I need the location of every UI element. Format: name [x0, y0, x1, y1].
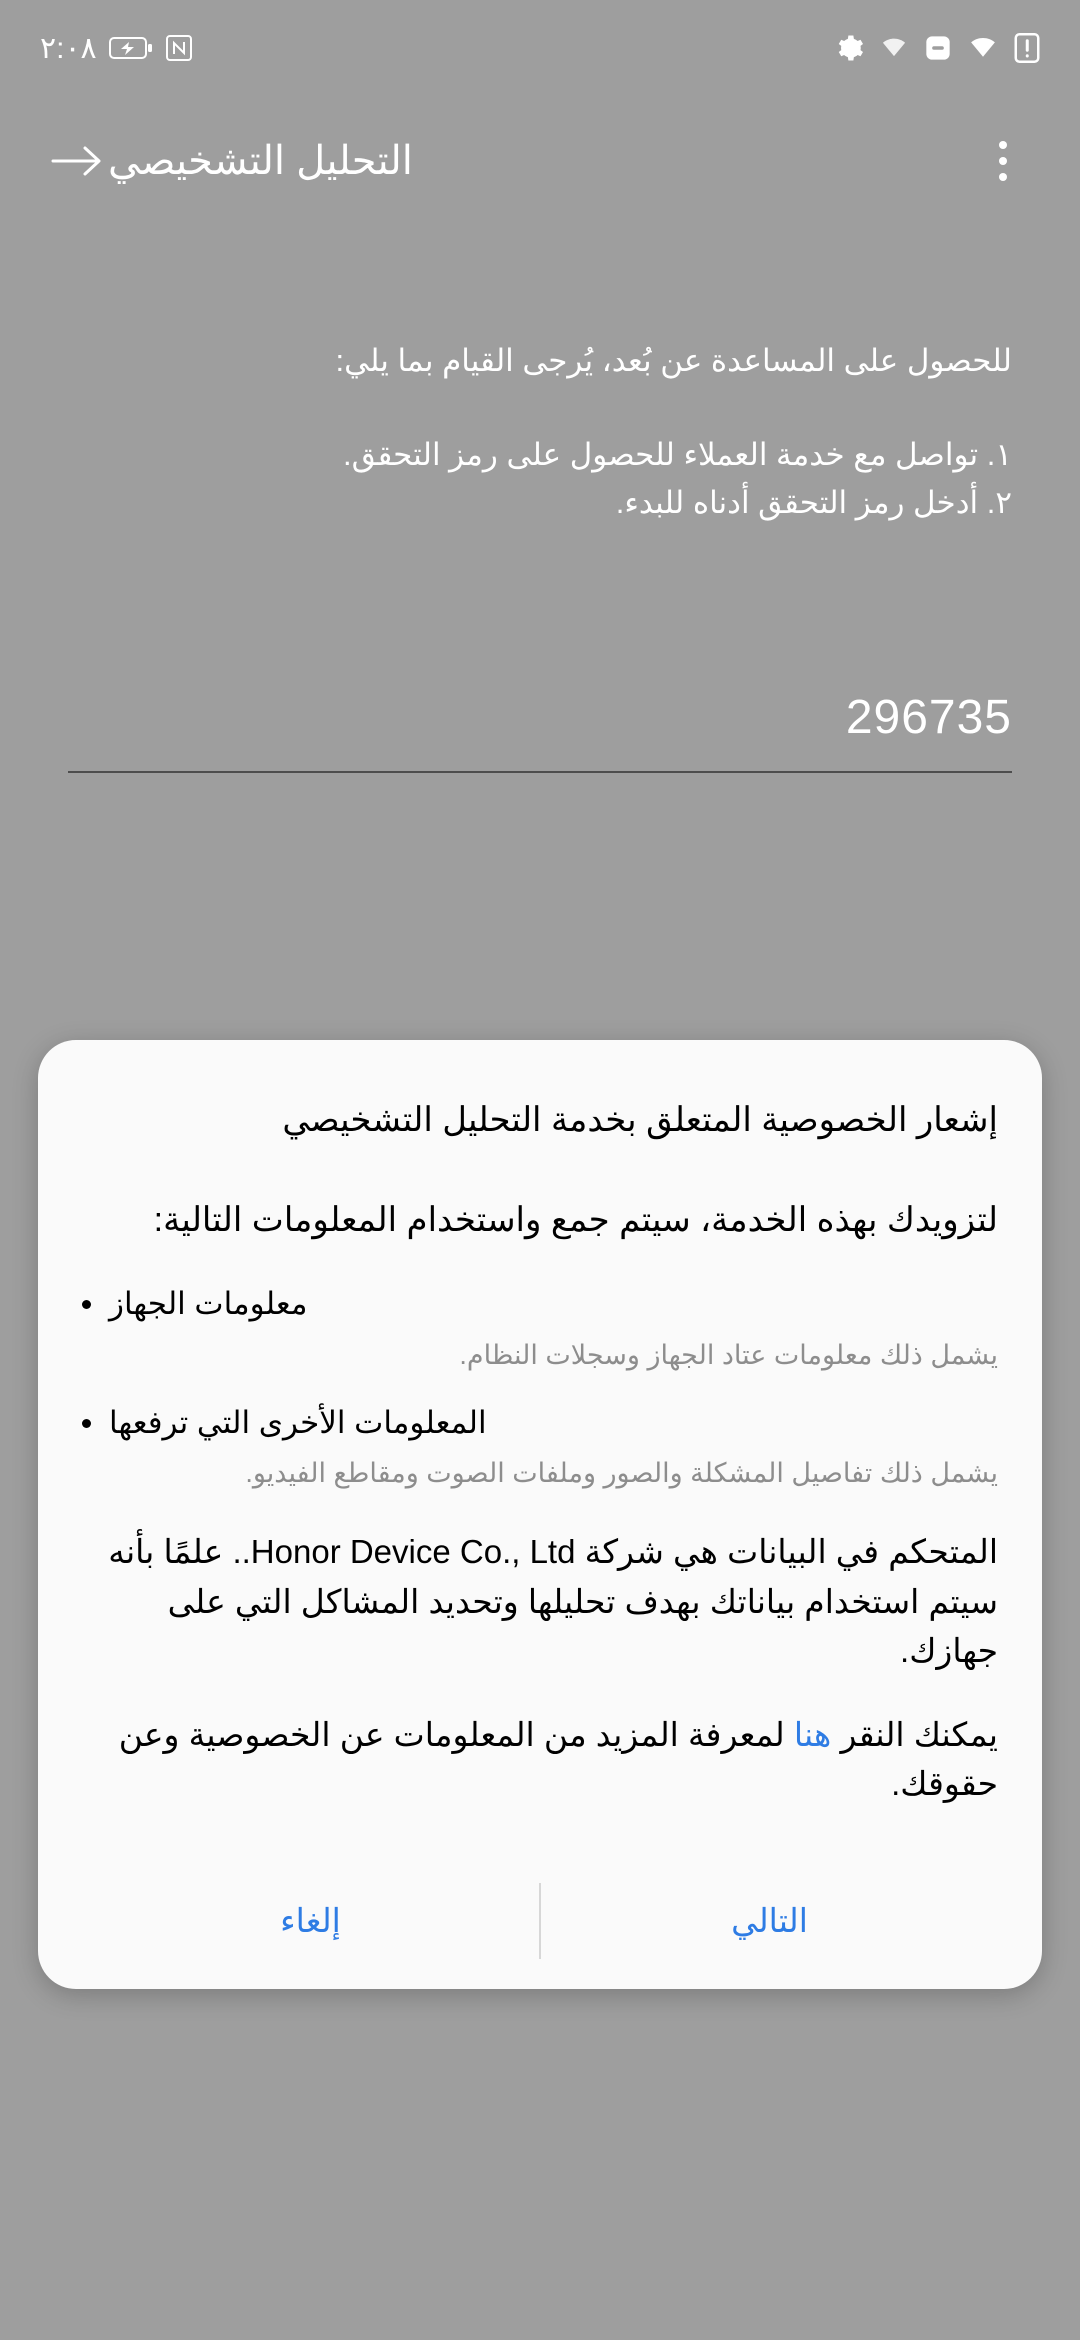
more-info-suffix: لمعرفة المزيد من المعلومات عن الخصوصية وعن حقوقك.: [118, 1715, 998, 1803]
bullet-sub-text: يشمل ذلك معلومات عتاد الجهاز وسجلات النظام.: [459, 1339, 998, 1370]
verification-code-field[interactable]: [68, 690, 1012, 773]
data-controller-text: المتحكم في البيانات هي شركة Honor Device Co., Ltd.. علمًا بأنه سيتم استخدام بياناتك بهدف تحليلها وتحديد المشاكل التي على جهازك.: [108, 1533, 998, 1670]
instruction-step-1: ١. تواصل مع خدمة العملاء للحصول على رمز التحقق.: [343, 436, 1012, 472]
app-bar: [0, 96, 1080, 226]
status-bar-left: [40, 31, 193, 66]
gear-icon: [834, 33, 864, 63]
wifi-icon: [968, 33, 998, 63]
instruction-step-2: ٢. أدخل رمز التحقق أدناه للبدء.: [615, 484, 1012, 520]
battery-charging-icon: [109, 36, 153, 60]
more-vertical-icon[interactable]: [972, 130, 1034, 192]
cancel-button[interactable]: إلغاء: [82, 1853, 539, 1989]
next-button[interactable]: التالي: [541, 1853, 998, 1989]
instructions-lead: للحصول على المساعدة عن بُعد، يُرجى القيام بما يلي:: [335, 343, 1012, 378]
privacy-notice-dialog: [38, 1040, 1042, 1989]
arrow-back-icon[interactable]: [46, 130, 108, 192]
action-divider: [539, 1883, 541, 1959]
more-info-text: [82, 1710, 998, 1809]
list-item: [82, 1401, 998, 1494]
page-title: التحليل التشخيصي: [108, 139, 413, 183]
status-bar-right: [834, 33, 1040, 63]
status-time: ٢:٠٨: [40, 31, 97, 65]
dialog-title: إشعار الخصوصية المتعلق بخدمة التحليل التشخيصي: [282, 1101, 998, 1139]
instructions-block: [0, 338, 1080, 527]
input-underline: [68, 771, 1012, 773]
bullet-icon: [82, 1419, 91, 1428]
bullet-icon: [82, 1300, 91, 1309]
list-item: [82, 1282, 998, 1375]
dnd-icon: [924, 34, 952, 62]
verification-code-input[interactable]: 296735: [845, 691, 1012, 744]
status-bar: [0, 0, 1080, 96]
nfc-icon: [165, 34, 193, 62]
more-info-prefix: يمكنك النقر: [831, 1715, 998, 1753]
privacy-link[interactable]: هنا: [793, 1715, 832, 1753]
signal-alert-icon: [1014, 33, 1040, 63]
bullet-main-text: معلومات الجهاز: [109, 1286, 308, 1322]
wifi-small-icon: [880, 34, 908, 62]
dialog-intro: لتزويدك بهذه الخدمة، سيتم جمع واستخدام المعلومات التالية:: [153, 1201, 998, 1240]
bullet-main-text: المعلومات الأخرى التي ترفعها: [109, 1404, 487, 1440]
bullet-sub-text: يشمل ذلك تفاصيل المشكلة والصور وملفات الصوت ومقاطع الفيديو.: [245, 1458, 998, 1489]
dialog-actions: [82, 1853, 998, 1989]
collected-info-list: [82, 1282, 998, 1493]
